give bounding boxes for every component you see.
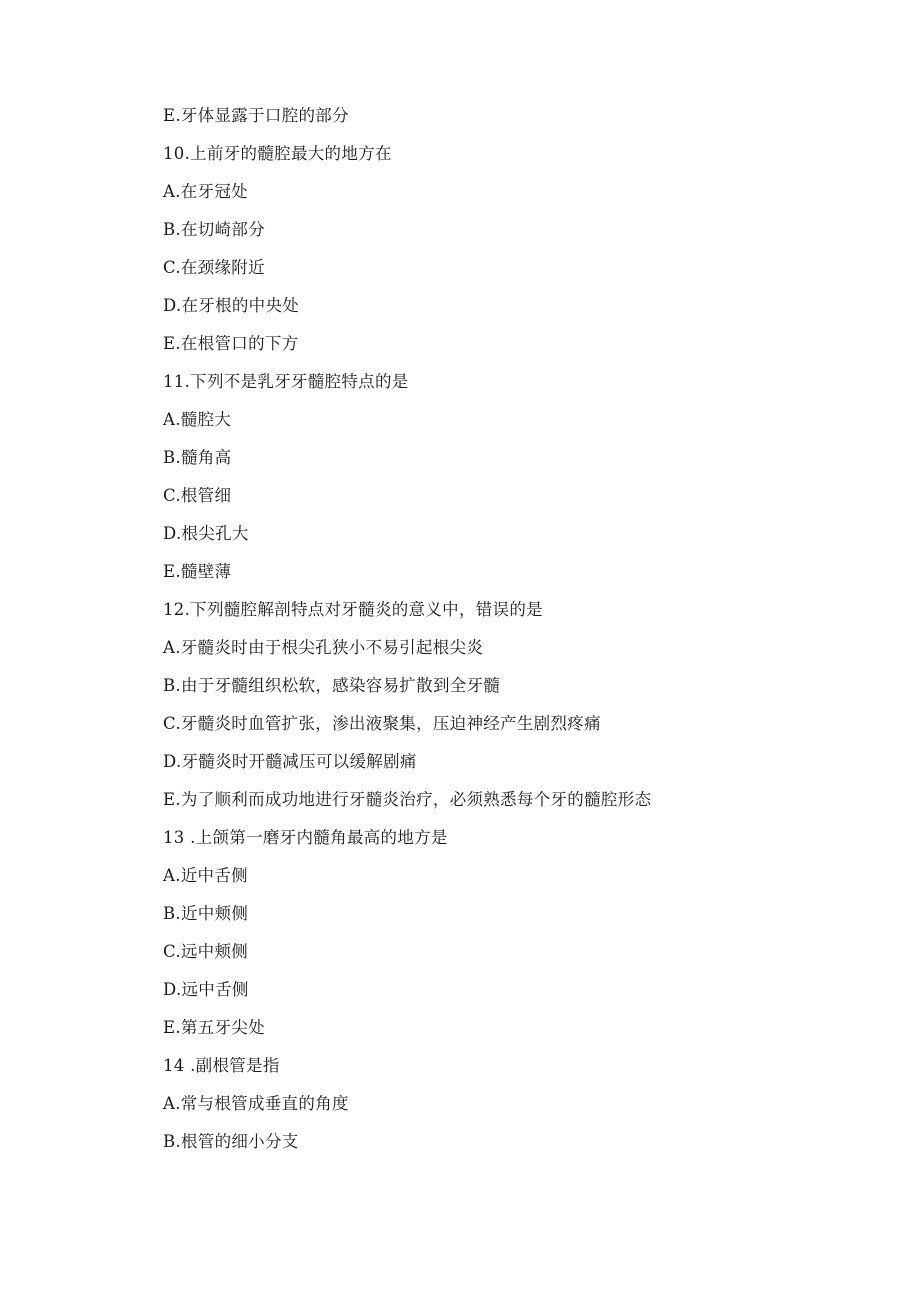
- option-line: D.在牙根的中央处: [163, 296, 300, 315]
- question-line: 10.上前牙的髓腔最大的地方在: [163, 144, 392, 163]
- option-line: A.近中舌侧: [163, 866, 248, 885]
- option-line: E.第五牙尖处: [163, 1018, 265, 1037]
- option-line: D.远中舌侧: [163, 980, 249, 999]
- document-body: [163, 97, 863, 1161]
- question-line: 12.下列髓腔解剖特点对牙髓炎的意义中，错误的是: [163, 600, 543, 619]
- option-line: D.牙髓炎时开髓减压可以缓解剧痛: [163, 752, 417, 771]
- option-line: C.远中颊侧: [163, 942, 249, 961]
- option-line: E.为了顺利而成功地进行牙髓炎治疗，必须熟悉每个牙的髓腔形态: [163, 790, 652, 809]
- option-line: A.牙髓炎时由于根尖孔狭小不易引起根尖炎: [163, 638, 484, 657]
- option-line: B.在切崎部分: [163, 220, 265, 239]
- question-line: 13 .上颌第一磨牙内髓角最高的地方是: [163, 828, 448, 847]
- option-line: C.牙髓炎时血管扩张，渗出液聚集，压迫神经产生剧烈疼痛: [163, 714, 601, 733]
- option-line: B.根管的细小分支: [163, 1132, 299, 1151]
- option-line: A.常与根管成垂直的角度: [163, 1094, 349, 1113]
- option-line: D.根尖孔大: [163, 524, 249, 543]
- option-line: E.髓壁薄: [163, 562, 232, 581]
- option-line: E.在根管口的下方: [163, 334, 299, 353]
- option-line: A.在牙冠处: [163, 182, 248, 201]
- option-line: B.近中颊侧: [163, 904, 249, 923]
- option-line: B.由于牙髓组织松软，感染容易扩散到全牙髓: [163, 676, 501, 695]
- option-line: B.髓角高: [163, 448, 232, 467]
- option-line: A.髓腔大: [163, 410, 232, 429]
- option-line: E.牙体显露于口腔的部分: [163, 106, 349, 125]
- question-line: 11.下列不是乳牙牙髓腔特点的是: [163, 372, 409, 391]
- option-line: C.根管细: [163, 486, 232, 505]
- option-line: C.在颈缘附近: [163, 258, 265, 277]
- question-line: 14 .副根管是指: [163, 1056, 280, 1075]
